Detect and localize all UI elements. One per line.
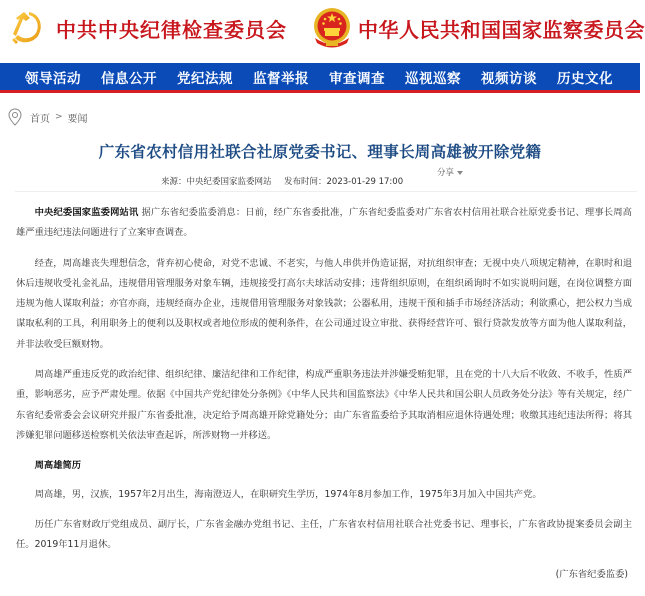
national-emblem-icon[interactable] <box>312 6 352 50</box>
time-label: 发布时间： <box>284 177 327 187</box>
breadcrumb <box>8 108 88 126</box>
article-source <box>161 175 272 187</box>
paragraph: 周高雄，男，汉族，1957年2月出生，海南澄迈人，在职研究生学历，1974年8月参加工作，1975年3月加入中国共产党。 <box>34 488 542 500</box>
site-header <box>0 0 645 62</box>
nav-item-reporting[interactable]: 监督举报 <box>253 70 309 87</box>
breadcrumb-home[interactable]: 首页 <box>30 113 50 125</box>
paragraph-text: 据广东省纪委监委消息：日前，经广东省委批准，广东省纪委监委对广东省农村信用社联合社原党委书记、理事长周高雄严重违纪违法问题进行了立案审查调查。 <box>16 207 632 239</box>
paragraph: 经查，周高雄丧失理想信念，背弃初心使命，对党不忠诚、不老实，与他人串供并伪造证据，对抗组织审查；无视中央八项规定精神，在职时和退休后违规收受礼金礼品，违规借用管理服务对象车辆，违规接受打高尔夫球活动安排；违背组织原则，在组织函询时不如实说明问题，在岗位调整方面违规为他人谋取利益；亦官亦商，违规经商办企业，违规借用管理服务对象钱款；公器私用，违规干预和插手市场经济活动；利欲熏心，把公权力当成谋取私利的工具，利用职务上的便利以及职权或者地位形成的便利条件，在公司通过设立审批、获得经营许可、银行贷款发放等方面为他人谋取利益，并非法收受巨额财物。 <box>16 257 632 350</box>
nav-item-inspection[interactable]: 巡视巡察 <box>405 70 461 87</box>
resume-heading: 周高雄简历 <box>34 460 82 472</box>
share-button[interactable] <box>437 166 463 178</box>
article-body <box>16 203 632 596</box>
article-publish-time <box>284 175 403 187</box>
article-title: 广东省农村信用社联合社原党委书记、理事长周高雄被开除党籍 <box>98 143 542 161</box>
chevron-down-icon <box>457 171 463 175</box>
share-label: 分享 <box>437 168 455 178</box>
meta-divider <box>15 191 637 192</box>
lead-bold: 中央纪委国家监委网站讯 <box>34 207 139 218</box>
party-emblem-icon[interactable] <box>10 8 46 48</box>
nsc-site-title[interactable]: 中华人民共和国国家监察委员会 <box>358 18 645 42</box>
article-signature: (广东省纪委监委) <box>555 569 628 581</box>
nav-item-leadership[interactable]: 领导活动 <box>25 70 81 87</box>
nav-item-history[interactable]: 历史文化 <box>557 70 613 87</box>
nav-item-regulations[interactable]: 党纪法规 <box>177 70 233 87</box>
ccdi-site-title[interactable]: 中共中央纪律检查委员会 <box>56 18 287 42</box>
main-nav <box>0 63 640 93</box>
nav-item-investigation[interactable]: 审查调查 <box>329 70 385 87</box>
source-label: 来源： <box>161 177 187 187</box>
time-value: 2023-01-29 17:00 <box>326 177 404 187</box>
location-pin-icon <box>8 108 22 126</box>
breadcrumb-news[interactable]: 要闻 <box>67 113 88 125</box>
breadcrumb-separator: > <box>55 112 63 122</box>
nav-item-video[interactable]: 视频访谈 <box>481 70 537 87</box>
nav-item-disclosure[interactable]: 信息公开 <box>101 70 157 87</box>
paragraph: 周高雄严重违反党的政治纪律、组织纪律、廉洁纪律和工作纪律，构成严重职务违法并涉嫌受贿犯罪，且在党的十八大后不收敛、不收手，性质严重，影响恶劣，应予严肃处理。依据《中国共产党纪律处分条例》《中华人民共和国监察法》《中华人民共和国公职人员政务处分法》等有关规定，经广东省纪委常委会会议研究并报广东省委批准，决定给予周高雄开除党籍处分；由广东省监委给予其取消相应退休待遇处理；收缴其违纪违法所得；将其涉嫌犯罪问题移送检察机关依法审查起诉，所涉财物一并移送。 <box>16 369 632 441</box>
source-value: 中央纪委国家监委网站 <box>186 177 272 187</box>
paragraph: 历任广东省财政厅党组成员、副厅长，广东省金融办党组书记、主任，广东省农村信用社联合社党委书记、理事长，广东省政协提案委员会副主任。2019年11月退休。 <box>16 518 632 551</box>
paragraph-lead <box>16 203 632 244</box>
